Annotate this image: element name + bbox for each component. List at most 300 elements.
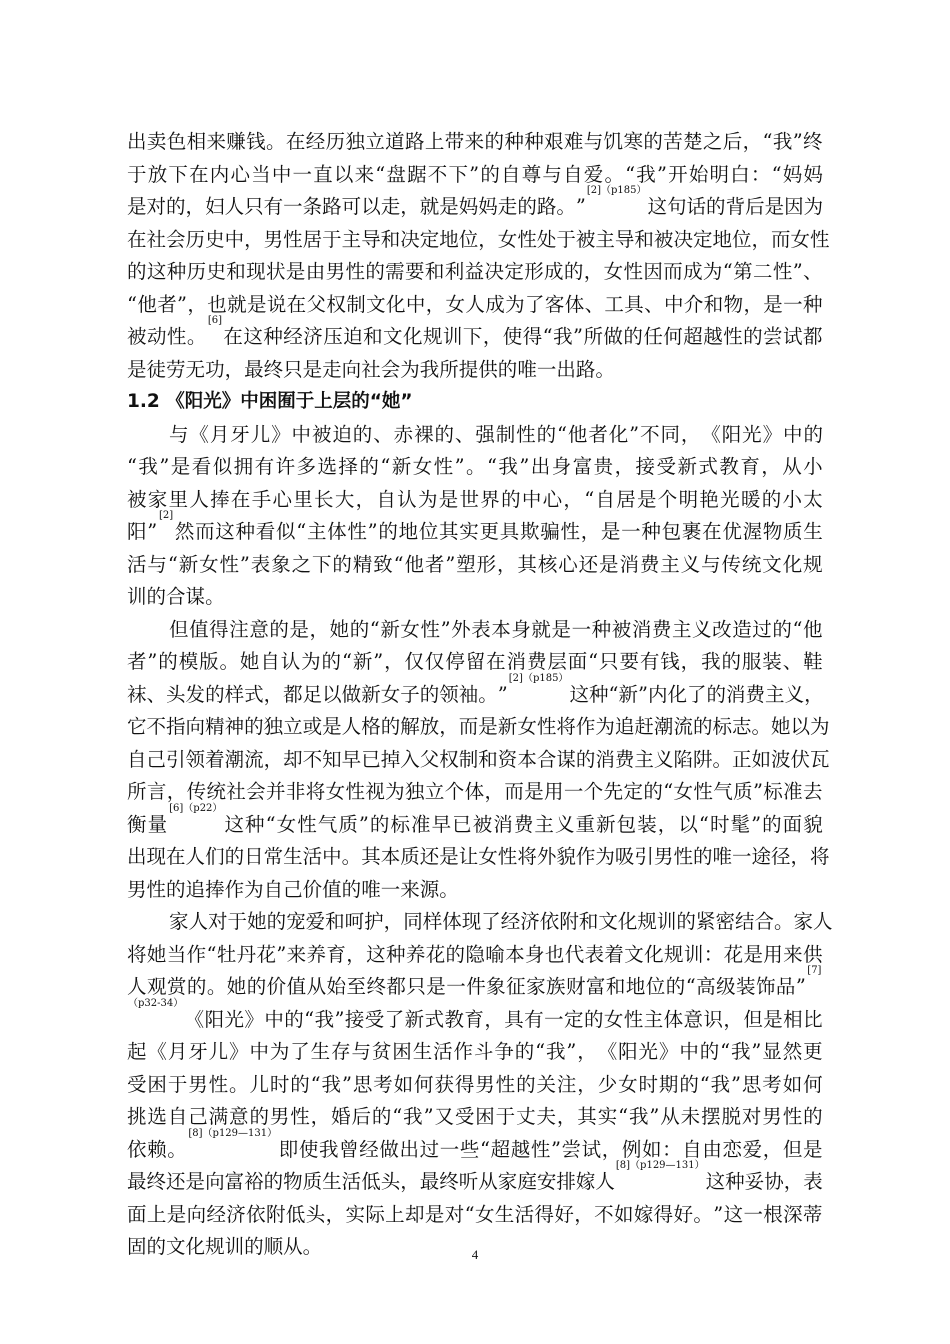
text-char: 背	[725, 195, 746, 218]
text-char: 恋	[722, 1137, 743, 1161]
text-char: 训	[683, 942, 704, 966]
text-char: 爱	[305, 910, 326, 933]
text-char: 、	[782, 650, 803, 673]
text-char: 看	[191, 455, 212, 478]
text-char: 阳	[721, 422, 742, 446]
text-line	[127, 841, 830, 874]
text-char: 超	[490, 1137, 511, 1161]
text-char: 明	[709, 162, 730, 186]
text-char: 心	[542, 487, 563, 511]
citation-reference: [8]（p129—131）	[615, 1160, 705, 1171]
text-char: 活	[514, 1202, 535, 1226]
text-char: 非	[285, 780, 306, 803]
text-char: ”	[147, 520, 158, 543]
text-line	[127, 874, 823, 907]
text-char: 面	[782, 812, 803, 836]
text-char: 思	[352, 1072, 373, 1096]
text-char: 历	[186, 260, 207, 283]
text-char: 族	[546, 975, 566, 998]
text-char: 导	[361, 227, 381, 251]
text-char: 迫	[343, 325, 363, 348]
text-char: 权	[326, 292, 346, 316]
text-char: 的	[692, 715, 713, 738]
citation-reference: [2]	[158, 510, 174, 521]
citation-reference: [8]（p129—131）	[188, 1127, 278, 1139]
text-char: 出	[127, 845, 147, 868]
text-char: 的	[516, 1072, 536, 1096]
text-char: 提	[458, 357, 479, 381]
text-char: 迫	[332, 422, 352, 446]
text-char: 的	[517, 195, 537, 218]
text-char: 出	[399, 1137, 419, 1161]
text-char: ，	[742, 130, 763, 153]
text-line	[127, 939, 823, 972]
text-char: 婚	[331, 1105, 351, 1128]
text-char: 鞋	[803, 650, 823, 673]
text-char: 义	[784, 682, 805, 706]
text-char: 从	[478, 1170, 498, 1193]
text-char: 终	[146, 1170, 167, 1193]
text-char: 脱	[721, 1105, 741, 1128]
text-line	[127, 1199, 823, 1232]
text-char: 不	[146, 715, 167, 738]
text-char: 在	[189, 162, 209, 186]
text-char: 阳	[127, 520, 147, 543]
text-char: 济	[303, 325, 323, 348]
text-char: 与	[583, 130, 604, 153]
text-char: 的	[434, 422, 454, 446]
text-char: 妇	[205, 195, 225, 218]
text-char: 性	[297, 812, 317, 836]
text-char: 质	[302, 1170, 323, 1193]
text-char: 这	[647, 195, 668, 218]
text-char: ，	[400, 195, 420, 218]
text-char: 实	[345, 1202, 365, 1226]
text-char: 与	[542, 162, 562, 186]
text-char: 质	[338, 812, 358, 836]
text-char: ，	[580, 520, 601, 543]
text-char: 这	[146, 260, 167, 283]
text-char: 她	[329, 617, 350, 641]
text-char: 接	[344, 1007, 365, 1031]
text-char: 的	[501, 487, 521, 511]
text-char: 优	[722, 520, 742, 543]
text-char: 性	[623, 260, 643, 283]
text-char: ，	[346, 942, 366, 966]
text-char: ，	[478, 227, 498, 251]
text-char: 。	[604, 162, 624, 186]
text-char: 将	[556, 715, 576, 738]
text-char: 的	[244, 715, 264, 738]
citation-reference: [6]（p22）	[169, 802, 223, 814]
text-char: 和	[363, 325, 383, 348]
text-char: 是	[127, 357, 147, 381]
text-char: 只	[283, 357, 303, 381]
text-char: ”	[454, 455, 465, 478]
text-line	[127, 451, 823, 484]
text-char: 庭	[517, 1170, 537, 1193]
text-char: 己	[146, 747, 167, 771]
text-char: 路	[536, 195, 557, 218]
text-char: 花	[723, 942, 744, 966]
text-char: “	[535, 1040, 546, 1063]
text-char: ”	[239, 552, 250, 576]
text-char: 性	[536, 715, 557, 738]
text-line	[127, 419, 823, 452]
text-char: 《	[701, 422, 721, 446]
text-char: ”	[373, 650, 384, 673]
text-char: 走	[380, 195, 401, 218]
text-char: 儿	[250, 422, 271, 446]
text-char: 袜	[127, 682, 147, 706]
text-char: 路	[322, 195, 342, 218]
text-char: “	[584, 487, 595, 511]
text-char: 意	[683, 1007, 704, 1031]
text-char: 是	[170, 455, 191, 478]
text-line	[127, 802, 823, 842]
text-char: 新	[497, 715, 518, 738]
text-line	[127, 744, 830, 777]
text-char: 经	[206, 1202, 226, 1226]
text-char: 将	[305, 780, 326, 803]
text-char: 当	[251, 162, 271, 186]
text-char: 一	[544, 1007, 564, 1031]
text-char: 。	[205, 585, 225, 608]
text-line	[127, 711, 830, 744]
text-char: 这	[224, 812, 244, 836]
text-char: 妈	[458, 195, 479, 218]
text-char: 中	[679, 1040, 699, 1063]
text-char: 早	[431, 812, 452, 836]
text-char: 定	[504, 260, 524, 283]
text-char: 得	[522, 325, 543, 348]
text-char: 言	[146, 780, 167, 803]
text-char: 于	[322, 227, 342, 251]
text-char: “	[720, 1040, 731, 1063]
text-char: 的	[359, 455, 379, 478]
text-char: 人	[189, 487, 209, 511]
text-char: 样	[224, 682, 245, 706]
text-char: 听	[458, 1170, 479, 1193]
text-char: 改	[712, 617, 732, 641]
text-char: 式	[698, 455, 718, 478]
text-char: 种	[524, 130, 544, 153]
text-char: 呵	[344, 910, 365, 933]
text-char: 却	[405, 1202, 425, 1226]
text-char: “	[486, 455, 497, 478]
text-char: 后	[722, 130, 743, 153]
text-char: 面	[567, 650, 588, 673]
text-char: 的	[158, 650, 178, 673]
text-char: 际	[365, 1202, 385, 1226]
text-char: 结	[734, 910, 755, 933]
text-char: 一	[743, 1202, 763, 1226]
text-char: 至	[346, 975, 366, 998]
text-char: 性	[516, 422, 536, 446]
text-char: 性	[693, 780, 713, 803]
text-char: 的	[127, 260, 147, 283]
text-char: 种	[591, 617, 612, 641]
text-char: 是	[322, 715, 342, 738]
text-char: 身	[511, 617, 531, 641]
text-char: 的	[186, 975, 207, 998]
text-char: 是	[166, 1202, 187, 1226]
text-char: 新	[677, 455, 697, 478]
text-char: 训	[442, 325, 463, 348]
text-char: 压	[323, 325, 343, 348]
text-char: 受	[364, 1007, 385, 1031]
text-char: 赚	[226, 130, 246, 153]
text-char: 用	[763, 942, 783, 966]
text-char: 阳	[204, 1007, 225, 1031]
text-char: 宠	[286, 910, 306, 933]
text-char: 了	[524, 292, 545, 316]
text-char: “	[304, 1007, 315, 1031]
text-char: 功	[205, 357, 225, 381]
text-char: “	[618, 1105, 629, 1128]
text-char: 嫁	[575, 1170, 596, 1193]
citation-reference: [7]	[807, 965, 822, 976]
text-char: 者	[588, 422, 608, 446]
text-char: 化	[385, 292, 406, 316]
text-char: 考	[373, 1072, 393, 1096]
text-line	[127, 484, 823, 517]
text-char: 中	[664, 292, 684, 316]
text-char: 更	[479, 520, 500, 543]
text-char: ，	[751, 227, 772, 251]
text-char: 独	[263, 715, 284, 738]
text-char: 放	[147, 162, 168, 186]
text-line	[127, 185, 824, 224]
text-char: 所	[439, 357, 459, 381]
text-char: 济	[226, 1202, 246, 1226]
text-char: ”	[550, 1137, 561, 1161]
text-char: 自	[595, 487, 615, 511]
text-char: 我	[321, 1072, 342, 1096]
text-char: 越	[510, 1137, 531, 1161]
text-char: ，	[185, 195, 206, 218]
text-char: 独	[345, 130, 365, 153]
text-char: 是	[246, 292, 267, 316]
text-char: 花	[256, 942, 276, 966]
text-char: 人	[813, 910, 833, 933]
text-char: 性	[560, 520, 580, 543]
text-char: 性	[782, 1105, 803, 1128]
text-char: 使	[298, 1137, 319, 1161]
text-char: 体	[564, 292, 585, 316]
text-char: 时	[638, 1072, 659, 1096]
text-char: 标	[763, 780, 783, 803]
text-char: 留	[465, 650, 486, 673]
text-char: 体	[663, 1007, 684, 1031]
text-char: 种	[263, 325, 283, 348]
text-char: 又	[434, 1105, 454, 1128]
text-char: 上	[385, 1202, 405, 1226]
text-char: 排	[556, 1170, 576, 1193]
text-char: 成	[485, 292, 505, 316]
text-char: 比	[803, 1007, 823, 1031]
text-char: 的	[349, 617, 370, 641]
text-char: 心	[558, 552, 578, 576]
text-char: 用	[544, 780, 564, 803]
text-char: 以	[678, 812, 698, 836]
text-char: 性	[530, 1137, 551, 1161]
text-char: 的	[369, 812, 390, 836]
text-char: 中	[264, 1007, 284, 1031]
text-char: 意	[249, 617, 269, 641]
text-char: 是	[439, 195, 459, 218]
text-char: ”	[656, 162, 667, 186]
text-char: 男	[475, 1072, 495, 1096]
text-char: 。	[206, 975, 227, 998]
text-char: 养	[405, 942, 426, 966]
text-char: 视	[365, 780, 385, 803]
text-char: 其	[439, 520, 459, 543]
text-char: 与	[147, 552, 167, 576]
text-char: 化	[782, 552, 803, 576]
text-char: 出	[556, 357, 576, 381]
text-char: 层	[547, 650, 567, 673]
text-char: 认	[397, 487, 417, 511]
text-char: 径	[771, 845, 791, 868]
text-char: 和	[605, 975, 626, 998]
text-char: ”	[751, 1040, 762, 1063]
text-char: 是	[600, 520, 621, 543]
text-char: 以	[790, 715, 811, 738]
text-char: 利	[444, 260, 465, 283]
text-char: 尝	[763, 325, 783, 348]
text-char: 知	[322, 747, 342, 771]
text-char: “	[479, 1137, 490, 1161]
text-char: 的	[224, 845, 245, 868]
text-line	[127, 159, 823, 192]
text-char: 当	[166, 942, 187, 966]
text-char: 性	[345, 780, 365, 803]
text-char: 女	[517, 715, 537, 738]
text-char: 于	[556, 227, 576, 251]
text-char: 中	[249, 1040, 269, 1063]
text-char: 斗	[473, 1040, 494, 1063]
text-char: 向	[186, 1202, 207, 1226]
text-char: ，	[325, 1202, 346, 1226]
text-char: 都	[386, 975, 406, 998]
text-char: 主	[306, 520, 327, 543]
text-char: 对	[146, 195, 167, 218]
text-char: 传	[186, 780, 207, 803]
text-char: ”	[334, 1007, 345, 1031]
text-char: 长	[314, 487, 334, 511]
citation-reference: [2]（p185）	[586, 185, 647, 196]
text-char: 让	[458, 845, 479, 868]
text-char: 件	[466, 975, 486, 998]
text-char: ”	[497, 682, 508, 706]
text-char: 居	[616, 487, 636, 511]
text-char: 他	[567, 422, 588, 446]
text-char: 如	[613, 1202, 634, 1226]
text-char: 任	[643, 325, 663, 348]
text-char: 但	[782, 1137, 803, 1161]
text-char: 的	[480, 162, 500, 186]
text-char: 。	[302, 1235, 323, 1258]
text-char: 供	[478, 357, 498, 381]
text-char: 格	[361, 715, 381, 738]
text-char: 教	[719, 455, 739, 478]
text-char: 我	[498, 455, 518, 478]
text-char: 的	[290, 1072, 310, 1096]
text-char: 。	[595, 357, 615, 381]
text-char: 面	[127, 1202, 147, 1226]
text-char: 于	[495, 1105, 516, 1128]
text-char: 艰	[544, 130, 564, 153]
text-char: “	[392, 1105, 403, 1128]
text-char: 为	[702, 260, 723, 283]
text-char: 第	[733, 260, 753, 283]
text-char: 就	[531, 617, 551, 641]
text-char: 由	[305, 260, 326, 283]
text-char: 陷	[673, 747, 693, 771]
text-char: 版	[199, 650, 219, 673]
text-char: 中	[271, 162, 292, 186]
text-char: ”	[649, 1105, 660, 1128]
text-char: 济	[520, 910, 540, 933]
text-char: 贵	[593, 455, 614, 478]
text-char: 训	[224, 1235, 245, 1258]
text-char: 相	[186, 130, 207, 153]
text-char: 开	[668, 162, 688, 186]
text-char: 和	[380, 227, 401, 251]
text-char: 并	[266, 780, 286, 803]
text-char: 新	[618, 682, 638, 706]
text-char: 立	[424, 780, 445, 803]
text-char: ：	[662, 1137, 682, 1161]
text-char: ，	[497, 552, 517, 576]
text-char: 但	[169, 617, 189, 641]
text-char: 规	[205, 1235, 225, 1258]
text-char: 价	[302, 877, 323, 901]
text-char: 的	[205, 682, 225, 706]
text-char: 瓦	[810, 747, 830, 771]
text-char: 好	[673, 1202, 694, 1226]
text-char: 表	[803, 1170, 823, 1193]
text-char: 如	[782, 1072, 803, 1096]
text-char: 为	[400, 357, 420, 381]
text-char: 顺	[263, 1235, 284, 1258]
text-char: 后	[351, 1105, 371, 1128]
text-char: 传	[721, 552, 741, 576]
text-char: 》	[658, 1040, 679, 1063]
text-char: 标	[390, 812, 410, 836]
text-char: 地	[625, 975, 646, 998]
text-char: 波	[771, 747, 791, 771]
text-char: 这	[243, 325, 263, 348]
text-char: 为	[595, 715, 615, 738]
text-char: 向	[205, 1170, 225, 1193]
text-char: 这	[569, 682, 589, 706]
text-char: 家	[793, 910, 814, 933]
text-char: 女	[474, 1202, 495, 1226]
text-char: 表	[584, 942, 605, 966]
text-char: ，	[804, 682, 824, 706]
text-char: 然	[782, 1040, 803, 1063]
text-char: 以	[333, 162, 354, 186]
text-char: 中	[405, 292, 426, 316]
text-char: 权	[439, 747, 459, 771]
text-char: 这	[705, 1170, 726, 1193]
paragraph	[127, 614, 830, 907]
text-char: 质	[400, 845, 420, 868]
text-char: 自	[501, 162, 521, 186]
text-char: 钱	[246, 130, 266, 153]
